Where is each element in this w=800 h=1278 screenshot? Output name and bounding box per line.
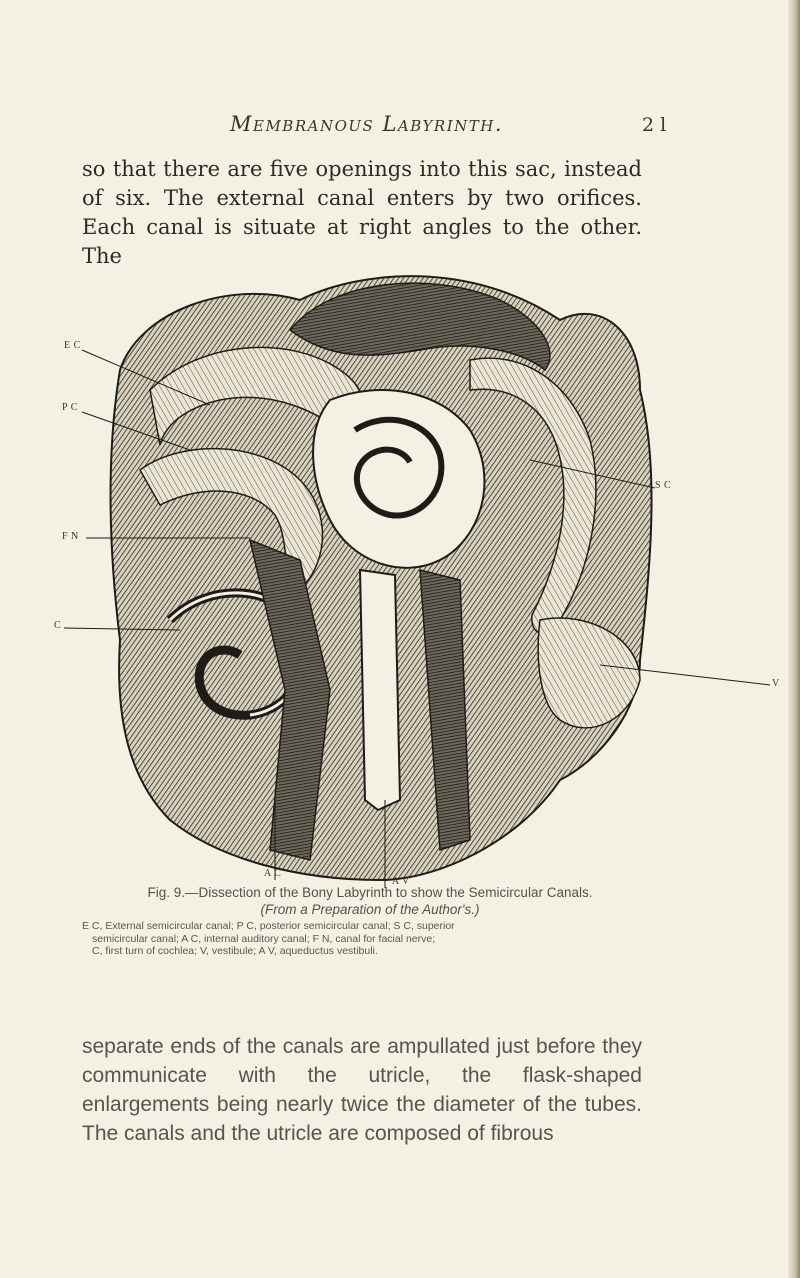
legend-line-3: C, first turn of cochlea; V, vestibule; A V, aqueductus vestibuli. <box>92 945 378 957</box>
page-number: 2 l <box>642 114 667 136</box>
label-fn: F N <box>62 531 79 542</box>
labyrinth-engraving <box>0 240 800 900</box>
aqueductus-vestibuli <box>360 570 400 810</box>
figure-legend <box>82 920 662 958</box>
label-c: C <box>54 620 62 631</box>
label-sc: S C <box>655 480 672 491</box>
figure-caption <box>80 884 660 918</box>
legend-line-1: E C, External semicircular canal; P C, posterior semicircular canal; S C, superior <box>82 920 455 932</box>
page-header <box>0 112 800 142</box>
paragraph-top: so that there are five openings into this sac, instead of six. The external canal enters by two orifices. Each canal is situate at right angles to the other. The <box>82 157 642 268</box>
caption-main: Fig. 9.—Dissection of the Bony Labyrinth to show the Semicircular Canals. <box>147 885 593 900</box>
legend-line-2: semicircular canal; A C, internal auditory canal; F N, canal for facial nerve; <box>92 932 436 945</box>
label-pc: P C <box>62 402 78 413</box>
label-ec: E C <box>64 340 81 351</box>
paragraph-bottom: separate ends of the canals are ampullated just before they communicate with the utricle, the flask-shaped enlargements being nearly twice the diameter of the tubes. The canals and the utricle are composed of fibrous <box>82 1035 642 1145</box>
running-title: Membranous Labyrinth. <box>230 112 504 136</box>
caption-source: (From a Preparation of the Author's.) <box>260 902 480 917</box>
figure-bony-labyrinth <box>0 240 800 900</box>
label-av: A V <box>392 876 410 887</box>
label-v: V <box>772 678 780 689</box>
label-ac: A C <box>264 868 282 879</box>
